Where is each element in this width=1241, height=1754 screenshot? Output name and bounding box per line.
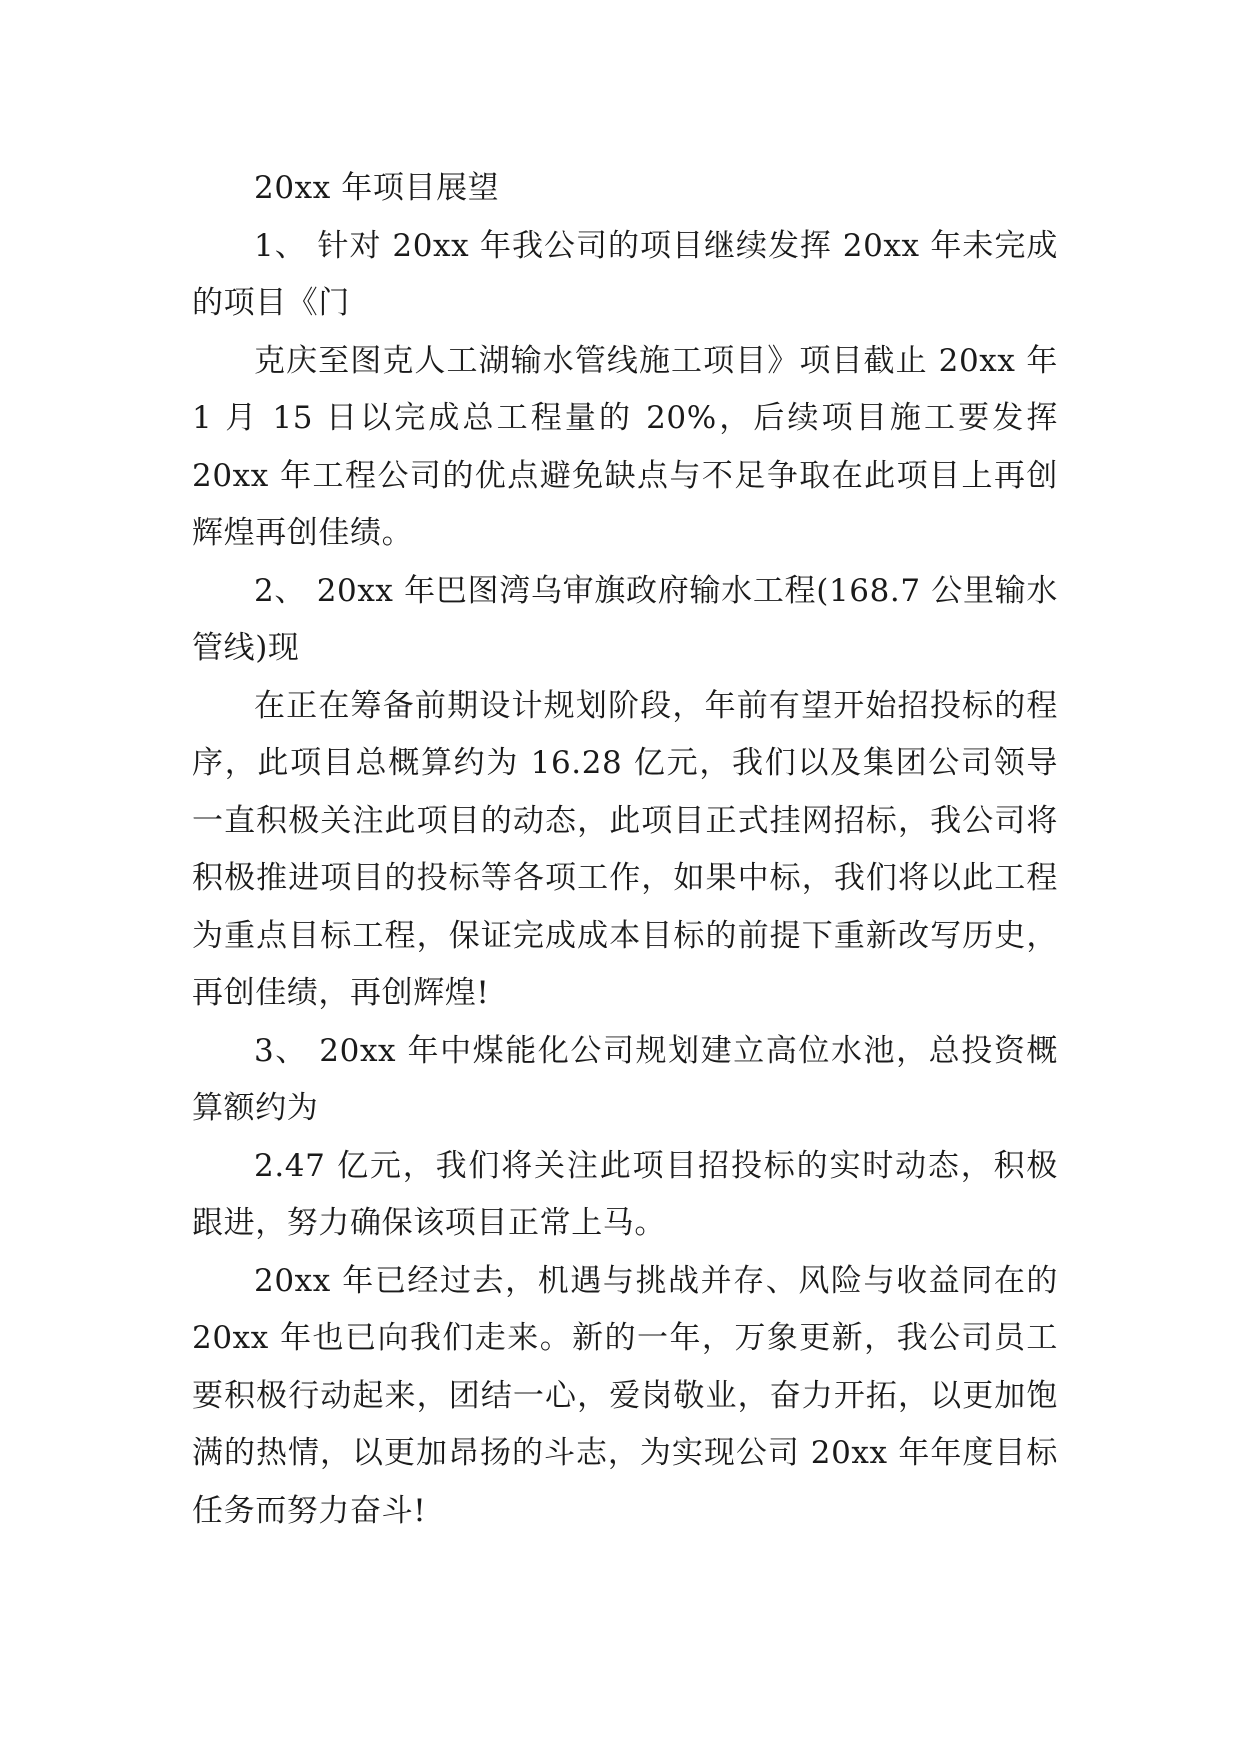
document-heading: 20xx 年项目展望	[254, 170, 500, 206]
paragraph-item-3: 3、 20xx 年中煤能化公司规划建立高位水池，总投资概算额约为	[192, 1032, 1058, 1126]
paragraph-item-2: 2、 20xx 年巴图湾乌审旗政府输水工程(168.7 公里输水管线)现	[192, 572, 1058, 666]
paragraph-item-1-continued: 克庆至图克人工湖输水管线施工项目》项目截止 20xx 年 1 月 15 日以完成总工程量的 20%，后续项目施工要发挥 20xx 年工程公司的优点避免缺点与不足争取在此项目上再创辉煌再创佳绩。	[192, 342, 1058, 551]
paragraph-item-1: 1、 针对 20xx 年我公司的项目继续发挥 20xx 年未完成的项目《门	[192, 227, 1058, 321]
document-page	[192, 160, 1058, 1540]
paragraph-item-2-continued: 在正在筹备前期设计规划阶段，年前有望开始招投标的程序，此项目总概算约为 16.28 亿元，我们以及集团公司领导一直积极关注此项目的动态，此项目正式挂网招标，我公司将积极推进项目的投标等各项工作，如果中标，我们将以此工程为重点目标工程，保证完成成本目标的前提下重新改写历史，再创佳绩，再创辉煌!	[192, 687, 1058, 1011]
paragraph-item-3-continued: 2.47 亿元，我们将关注此项目招投标的实时动态，积极跟进，努力确保该项目正常上马。	[192, 1147, 1058, 1241]
paragraph-closing: 20xx 年已经过去，机遇与挑战并存、风险与收益同在的 20xx 年也已向我们走来。新的一年，万象更新，我公司员工要积极行动起来，团结一心，爱岗敬业，奋力开拓，以更加饱满的热情，以更加昂扬的斗志，为实现公司 20xx 年年度目标任务而努力奋斗!	[192, 1262, 1058, 1529]
